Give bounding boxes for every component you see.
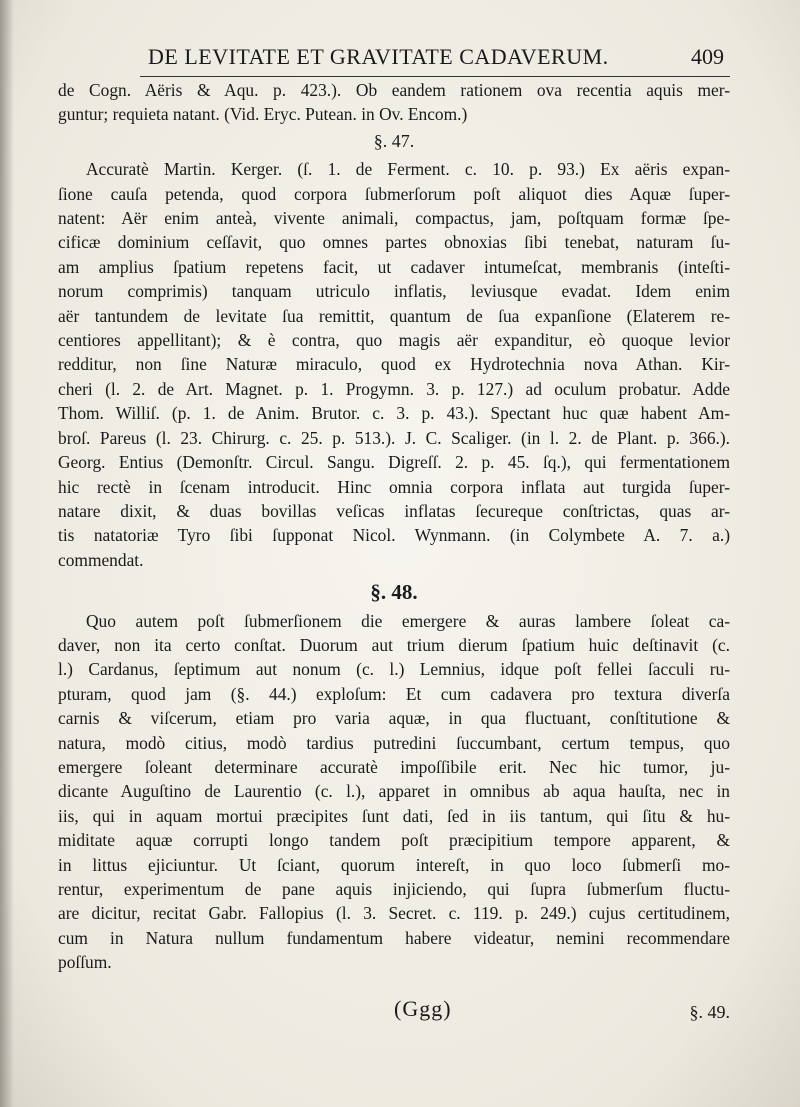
text-line: natare dixit, & duas bovillas veſicas inflatas ſecureque conſtrictas, quas ar- xyxy=(58,500,730,521)
text-line: guntur; requieta natant. (Vid. Eryc. Putean. in Ov. Encom.) xyxy=(58,104,468,125)
text-line: poſſum. xyxy=(58,952,112,973)
page-header xyxy=(140,38,730,78)
text-line: ſione cauſa petenda, quod corpora ſubmerſorum poſt aliquot dies Aquæ ſuper- xyxy=(58,183,730,204)
body-text xyxy=(58,78,730,975)
running-head: DE LEVITATE ET GRAVITATE CADAVERUM. xyxy=(148,44,609,69)
text-line: natura, modò citius, modò tardius putredini ſuccumbant, certum tempus, quo xyxy=(58,732,730,753)
text-line: centiores appellitant); & è contra, quo magis aër expanditur, eò quoque levior xyxy=(58,330,730,351)
text-line: cum in Natura nullum fundamentum habere videatur, nemini recommendare xyxy=(58,927,730,948)
text-line: cheri (l. 2. de Art. Magnet. p. 1. Progymn. 3. p. 127.) ad oculum probatur. Adde xyxy=(58,378,730,399)
section-heading-47: §. 47. xyxy=(373,130,415,151)
binding-shadow xyxy=(0,0,14,1107)
text-line: Georg. Entius (Demonſtr. Circul. Sangu. Digreſſ. 2. p. 45. ſq.), qui fermentationem xyxy=(58,452,730,473)
text-line: commendat. xyxy=(58,549,144,570)
catchword: §. 49. xyxy=(689,1002,730,1022)
text-line: de Cogn. Aëris & Aqu. p. 423.). Ob eandem rationem ova recentia aquis mer- xyxy=(58,80,730,100)
text-line: daver, non ita certo conſtat. Duorum aut trium dierum ſpatium huic deſtinavit (c. xyxy=(58,634,730,655)
text-line: pturam, quod jam (§. 44.) exploſum: Et cum cadavera pro textura diverſa xyxy=(58,683,730,704)
page-number: 409 xyxy=(691,44,724,69)
page-footer xyxy=(58,996,730,1036)
text-line: cificæ dominium ceſſavit, quo omnes partes obnoxias ſibi tenebat, naturam ſu- xyxy=(58,232,730,253)
text-line: Thom. Williſ. (p. 1. de Anim. Brutor. c. 3. p. 43.). Spectant huc quæ habent Am- xyxy=(58,403,730,424)
text-line: rentur, experimentum de pane aquis injiciendo, qui ſupra ſubmerſum fluctu- xyxy=(58,879,730,899)
text-line: dicante Auguſtino de Laurentio (c. l.), apparet in omnibus ab aqua hauſta, nec in xyxy=(58,781,730,802)
text-line: tis natatoriæ Tyro ſibi ſupponat Nicol. Wynmann. (in Colymbete A. 7. a.) xyxy=(58,525,730,546)
text-line: in littus ejiciuntur. Ut ſciant, quorum intereſt, in quo loco ſubmerſi mo- xyxy=(58,854,730,875)
text-line: natent: Aër enim anteà, vivente animali, compactus, jam, poſtquam formæ ſpe- xyxy=(58,208,730,229)
text-line: redditur, non ſine Naturæ miraculo, quod ex Hydrotechnia nova Athan. Kir- xyxy=(58,354,730,375)
header-rule xyxy=(140,76,730,77)
signature-mark: (Ggg) xyxy=(394,996,452,1021)
text-line: are dicitur, recitat Gabr. Fallopius (l. 3. Secret. c. 119. p. 249.) cujus certitudinem, xyxy=(58,903,730,924)
text-line: emergere ſoleant determinare accuratè impoſſibile erit. Nec hic tumor, ju- xyxy=(58,756,730,777)
text-line: aër tantundem de levitate ſua remittit, quantum de ſua expanſione (Elaterem re- xyxy=(58,305,730,326)
text-line: am amplius ſpatium repetens facit, ut cadaver intumeſcat, membranis (inteſti- xyxy=(58,256,730,277)
text-line: hic rectè in ſcenam introducit. Hinc omnia corpora inflata aut turgida ſuper- xyxy=(58,476,730,497)
text-line: Quo autem poſt ſubmerſionem die emergere & auras lambere ſoleat ca- xyxy=(86,610,730,631)
text-line: broſ. Pareus (l. 23. Chirurg. c. 25. p. 513.). J. C. Scaliger. (in l. 2. de Plant. p. 366.). xyxy=(58,427,730,448)
section-heading-48: §. 48. xyxy=(370,580,418,605)
text-line: l.) Cardanus, ſeptimum aut nonum (c. l.) Lemnius, idque poſt fellei ſacculi ru- xyxy=(58,659,730,680)
text-line: Accuratè Martin. Kerger. (ſ. 1. de Ferment. c. 10. p. 93.) Ex aëris expan- xyxy=(86,159,730,180)
text-line: miditate aquæ corrupti longo tandem poſt præcipitium tempore apparent, & xyxy=(58,830,730,851)
text-line: iis, qui in aquam mortui præcipites ſunt dati, ſed in iis tantum, qui ſitu & hu- xyxy=(58,805,730,826)
text-line: carnis & viſcerum, etiam pro varia aquæ, in qua fluctuant, conſtitutione & xyxy=(58,708,730,729)
text-line: norum comprimis) tanquam utriculo inflatis, leviusque evadat. Idem enim xyxy=(58,281,730,302)
